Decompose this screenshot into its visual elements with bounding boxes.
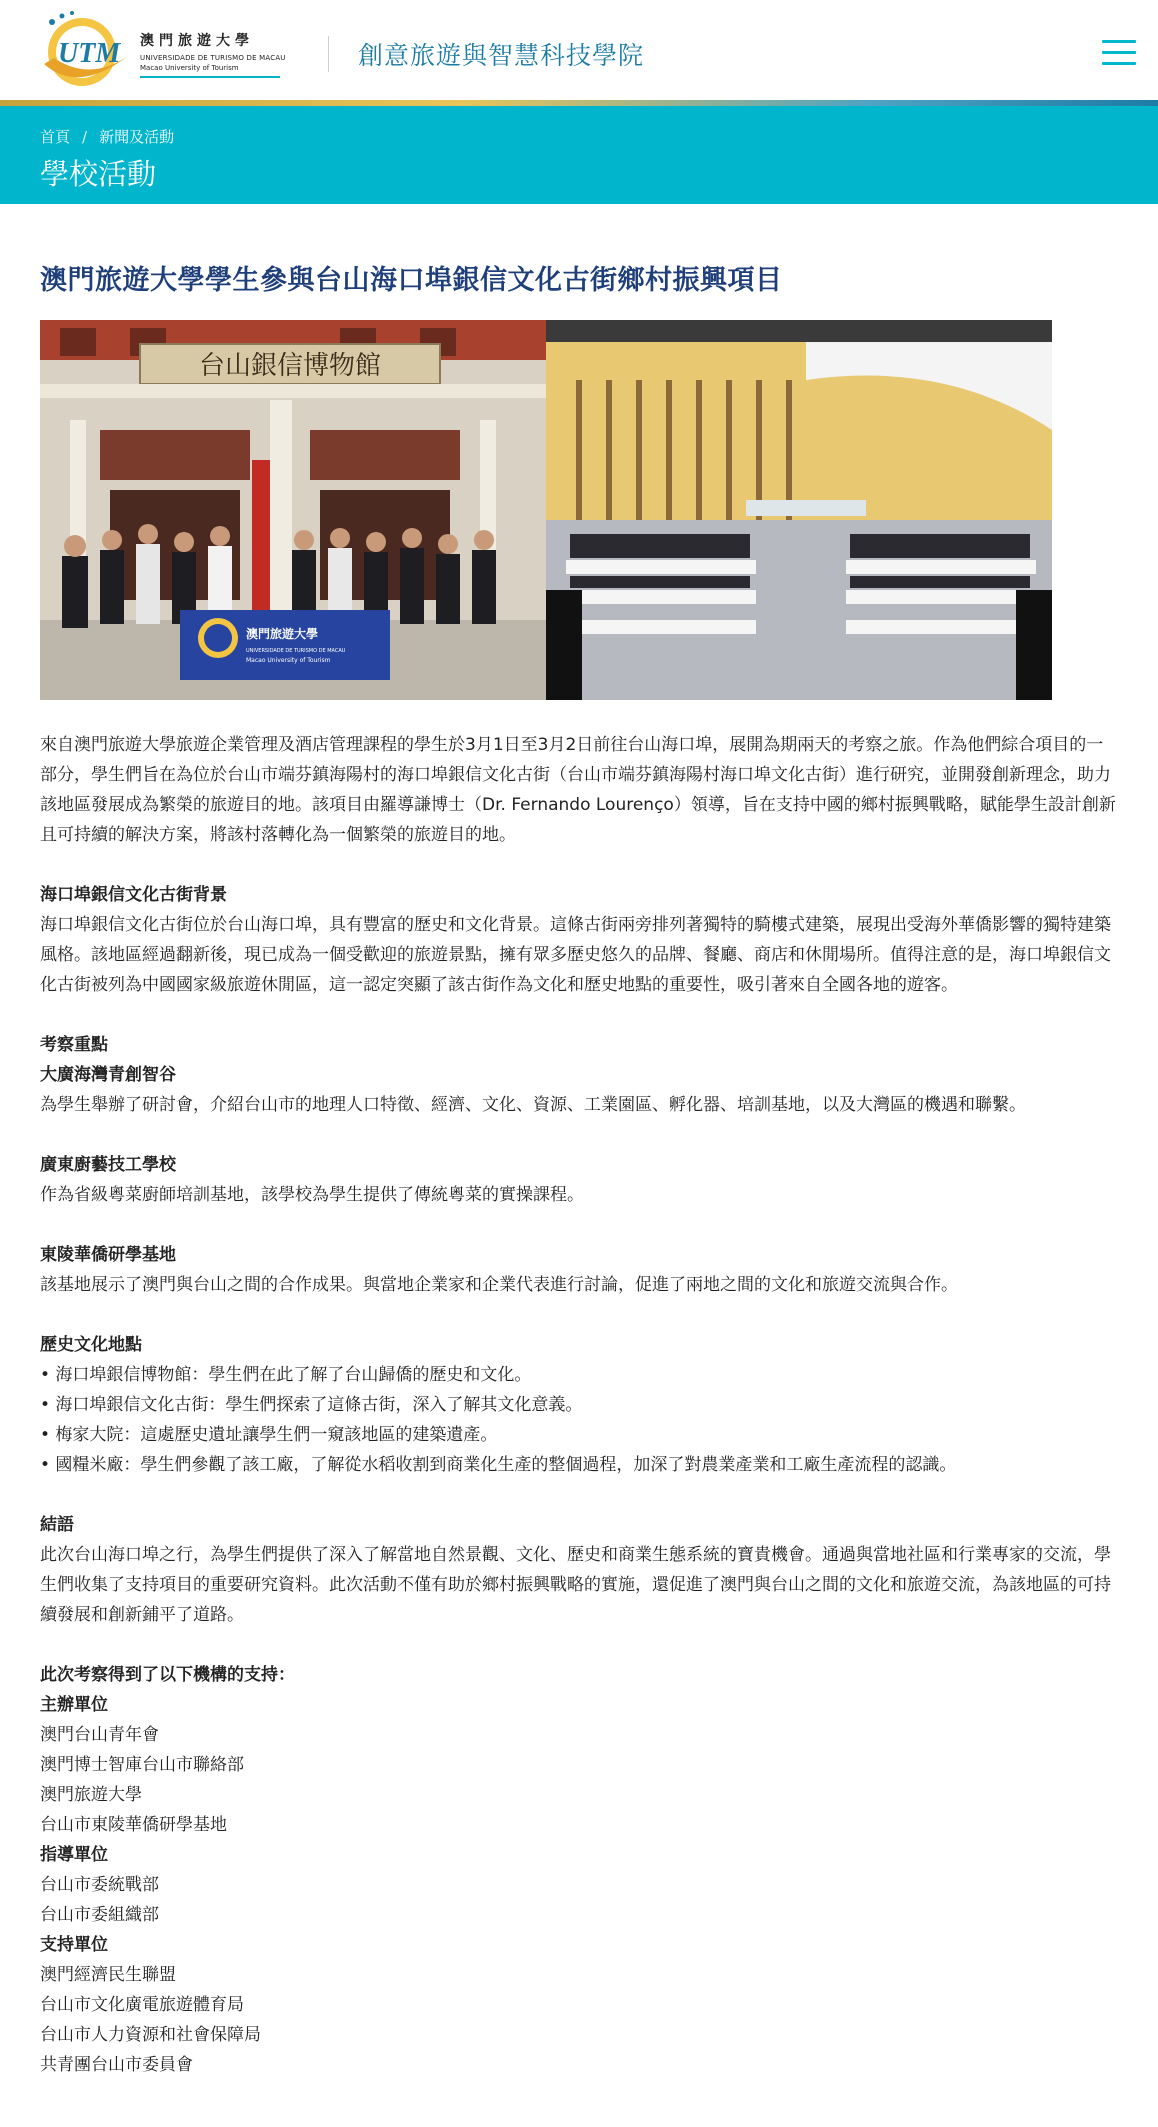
faculty-title[interactable]: 創意旅遊與智慧科技學院 [358, 41, 645, 70]
breadcrumb-home[interactable]: 首頁 [40, 128, 71, 146]
list-item: 台山市委統戰部 [40, 1875, 159, 1895]
museum-group-photo [40, 320, 546, 700]
list-item: • 國糧米廠：學生們參觀了該工廠，了解從水稻收割到商業化生產的整個過程，加深了對農業產業和工廠生產流程的認識。 [40, 1455, 957, 1475]
supporters-heading: 支持單位 [40, 1935, 108, 1955]
sites-heading: 歷史文化地點 [40, 1335, 142, 1355]
breadcrumb [40, 126, 174, 147]
list-item: • 梅家大院：這處歷史遺址讓學生們一窺該地區的建築遺產。 [40, 1425, 498, 1445]
museum-sign: 台山銀信博物館 [198, 351, 382, 381]
organizers-heading: 主辦單位 [40, 1695, 108, 1715]
flag-cn: 澳門旅遊大學 [246, 627, 319, 641]
focus-item-text: 作為省級粵菜廚師培訓基地，該學校為學生提供了傳統粵菜的實操課程。 [40, 1185, 584, 1205]
logo-wordmark [140, 30, 286, 78]
list-item: 台山市文化廣電旅遊體育局 [40, 1995, 244, 2015]
list-item: 澳門經濟民生聯盟 [40, 1965, 176, 1985]
header-divider [328, 36, 329, 72]
flag-pt: UNIVERSIDADE DE TURISMO DE MACAU [246, 648, 346, 654]
focus-heading: 考察重點 [40, 1035, 108, 1055]
focus-item-text: 該基地展示了澳門與台山之間的合作成果。與當地企業家和企業代表進行討論，促進了兩地之間的文化和旅遊交流與合作。 [40, 1275, 958, 1295]
article-content [40, 730, 1118, 2080]
list-item: 澳門博士智庫台山市聯絡部 [40, 1755, 244, 1775]
site-header [0, 0, 1158, 104]
article-title: 澳門旅遊大學學生參與台山海口埠銀信文化古街鄉村振興項目 [40, 265, 783, 296]
list-item: 台山市委組織部 [40, 1905, 159, 1925]
focus-item-text: 為學生舉辦了研討會，介紹台山市的地理人口特徵、經濟、文化、資源、工業園區、孵化器、培訓基地，以及大灣區的機遇和聯繫。 [40, 1095, 1026, 1115]
page-title: 學校活動 [40, 157, 157, 191]
conclusion-text: 此次台山海口埠之行，為學生們提供了深入了解當地自然景觀、文化、歷史和商業生態系統的寶貴機會。通過與當地社區和行業專家的交流，學生們收集了支持項目的重要研究資料。此次活動不僅有助於鄉村振興戰略的實施，還促進了澳門與台山之間的文化和旅遊交流，為該地區的可持續發展和創新鋪平了道路。 [40, 1545, 1111, 1625]
list-item: • 海口埠銀信博物館：學生們在此了解了台山歸僑的歷史和文化。 [40, 1365, 532, 1385]
list-item: 共青團台山市委員會 [40, 2055, 193, 2075]
svg-text:UTM: UTM [58, 38, 121, 69]
logo-pt: UNIVERSIDADE DE TURISMO DE MACAU [140, 54, 286, 62]
logo-underline [140, 76, 280, 78]
hamburger-menu-icon[interactable] [1102, 40, 1136, 68]
list-item: 台山市人力資源和社會保障局 [40, 2025, 261, 2045]
focus-item-name: 大廣海灣青創智谷 [40, 1065, 176, 1085]
breadcrumb-separator: / [82, 128, 88, 146]
list-item: 台山市東陵華僑研學基地 [40, 1815, 227, 1835]
breadcrumb-news[interactable]: 新聞及活動 [99, 128, 175, 146]
list-item: 澳門台山青年會 [40, 1725, 159, 1745]
background-heading: 海口埠銀信文化古街背景 [40, 885, 227, 905]
background-text: 海口埠銀信文化古街位於台山海口埠，具有豐富的歷史和文化背景。這條古街兩旁排列著獨特的騎樓式建築，展現出受海外華僑影響的獨特建築風格。該地區經過翻新後，現已成為一個受歡迎的旅遊景點，擁有眾多歷史悠久的品牌、餐廳、商店和休閒場所。值得注意的是，海口埠銀信文化古街被列為中國國家級旅遊休閒區，這一認定突顯了該古街作為文化和歷史地點的重要性，吸引著來自全國各地的遊客。 [40, 915, 1111, 995]
utm-emblem [38, 8, 134, 94]
list-item: • 海口埠銀信文化古街：學生們探索了這條古街，深入了解其文化意義。 [40, 1395, 583, 1415]
lecture-hall-photo [546, 320, 1052, 700]
focus-item-name: 廣東廚藝技工學校 [40, 1155, 176, 1175]
page-banner [0, 106, 1158, 204]
article-photos [40, 320, 1052, 700]
focus-item-name: 東陵華僑研學基地 [40, 1245, 176, 1265]
logo-en: Macao University of Tourism [140, 64, 239, 72]
flag-en: Macao University of Tourism [246, 657, 331, 664]
support-heading: 此次考察得到了以下機構的支持： [40, 1665, 295, 1685]
guidance-heading: 指導單位 [40, 1845, 108, 1865]
logo-cn: 澳門旅遊大學 [140, 33, 254, 49]
list-item: 澳門旅遊大學 [40, 1785, 142, 1805]
conclusion-heading: 結語 [40, 1515, 74, 1535]
university-logo[interactable] [38, 8, 288, 94]
article-intro: 來自澳門旅遊大學旅遊企業管理及酒店管理課程的學生於3月1日至3月2日前往台山海口埠，展開為期兩天的考察之旅。作為他們綜合項目的一部分，學生們旨在為位於台山市端芬鎮海陽村的海口埠銀信文化古街（台山市端芬鎮海陽村海口埠文化古街）進行研究，並開發創新理念，助力該地區發展成為繁榮的旅遊目的地。該項目由羅導謙博士（Dr. Fernando Lourenço）領導，旨在支持中國的鄉村振興戰略，賦能學生設計創新且可持續的解決方案，將該村落轉化為一個繁榮的旅遊目的地。 [40, 735, 1116, 845]
